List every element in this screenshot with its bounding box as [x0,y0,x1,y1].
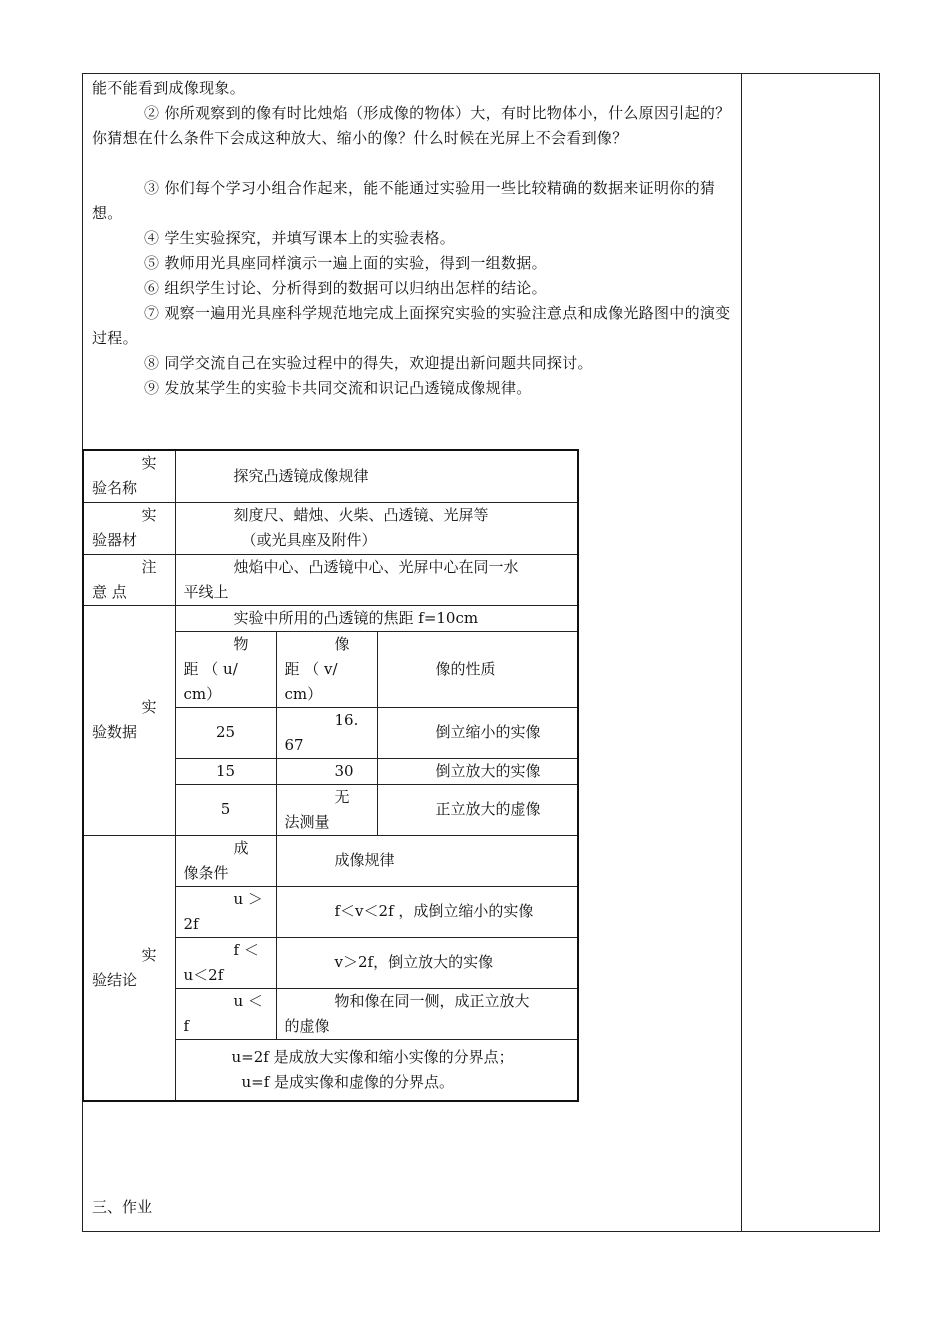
row-equipment [83,502,578,554]
paragraph-4: ④ 学生实验探究，并填写课本上的实验表格。 [144,229,456,247]
paragraph-3: ③ 你们每个学习小组合作起来，能不能通过实验用一些比较精确的数据来证明你的猜想。 [92,179,716,222]
paragraph-7: ⑦ 观察一遍用光具座科学规范地完成上面探究实验的实验注意点和成像光路图中的演变过程。 [92,304,731,347]
rule-cell: f＜v＜2f ，成倒立缩小的实像 [276,886,578,937]
focal-length-text: 实验中所用的凸透镜的焦距 f=10cm [175,605,578,631]
data-v-cell: 无 法测量 [276,784,377,835]
paragraph-6: ⑥ 组织学生讨论、分析得到的数据可以归纳出怎样的结论。 [144,279,547,297]
data-u-cell: 5 [175,784,276,835]
data-nature-cell: 倒立放大的实像 [377,758,578,784]
paragraph-9: ⑨ 发放某学生的实验卡共同交流和识记凸透镜成像规律。 [144,379,532,397]
condition-cell: f ＜ u＜2f [175,937,276,988]
condition-cell: u ＞ 2f [175,886,276,937]
data-v-cell: 30 [276,758,377,784]
summary-cell: u=2f 是成放大实像和缩小实像的分界点； u=f 是成实像和虚像的分界点。 [175,1039,578,1101]
label-experiment-name: 实 验名称 [83,450,175,502]
data-v-cell: 16. 67 [276,707,377,758]
data-u-cell: 15 [175,758,276,784]
conclusion-header-row [83,835,578,886]
header-condition: 成 像条件 [175,835,276,886]
paragraph-2: ② 你所观察到的像有时比烛焰（形成像的物体）大，有时比物体小，什么原因引起的？你猜想在什么条件下会成这种放大、缩小的像？什么时候在光屏上不会看到像？ [92,104,731,147]
experiment-table [82,449,579,1102]
row-experiment-name [83,450,578,502]
paragraph-intro: 能不能看到成像现象。 [92,79,246,97]
label-equipment: 实 验器材 [83,502,175,554]
data-u-cell: 25 [175,707,276,758]
rule-cell: v＞2f，倒立放大的实像 [276,937,578,988]
header-image-distance: 像 距 （ v/ cm） [276,631,377,707]
paragraph-5: ⑤ 教师用光具座同样演示一遍上面的实验，得到一组数据。 [144,254,547,272]
paragraph-8: ⑧ 同学交流自己在实验过程中的得失，欢迎提出新问题共同探讨。 [144,354,593,372]
header-image-nature: 像的性质 [377,631,578,707]
homework-heading: 三、作业 [92,1198,153,1216]
data-nature-cell: 正立放大的虚像 [377,784,578,835]
header-object-distance: 物 距 （ u/ cm） [175,631,276,707]
experiment-name-value: 探究凸透镜成像规律 [175,450,578,502]
equipment-value: 刻度尺、蜡烛、火柴、凸透镜、光屏等 （或光具座及附件） [175,502,578,554]
row-notes [83,554,578,605]
column-divider [741,73,742,1232]
notes-value: 烛焰中心、凸透镜中心、光屏中心在同一水 平线上 [175,554,578,605]
label-experiment-data: 实 验数据 [83,605,175,835]
label-notes: 注 意 点 [83,554,175,605]
label-experiment-conclusion: 实 验结论 [83,835,175,1101]
rule-cell: 物和像在同一侧，成正立放大 的虚像 [276,988,578,1039]
data-nature-cell: 倒立缩小的实像 [377,707,578,758]
header-rule: 成像规律 [276,835,578,886]
condition-cell: u ＜ f [175,988,276,1039]
row-focal-length [83,605,578,631]
